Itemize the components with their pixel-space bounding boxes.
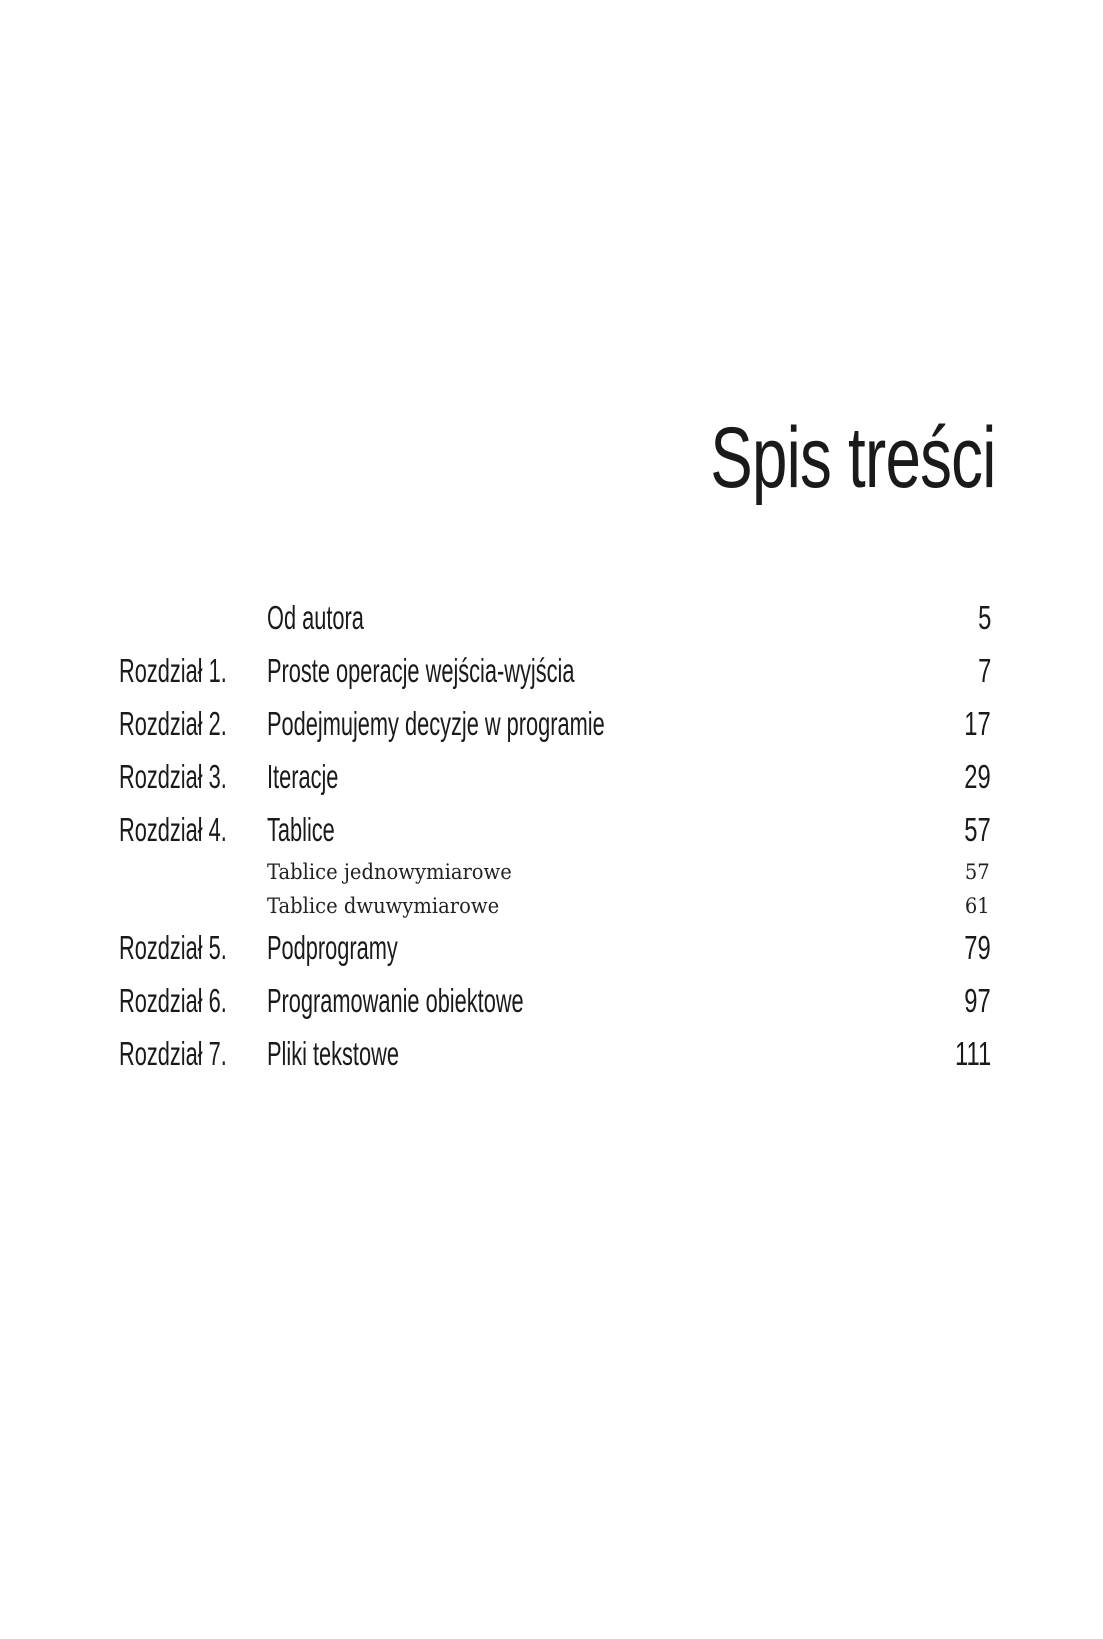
toc-chapter-label: Rozdział 4. (119, 811, 227, 848)
toc-entry-chapter-2[interactable] (0, 702, 1103, 746)
toc-entry-title: Podprogramy (267, 929, 398, 966)
toc-entry-page: 5 (977, 599, 991, 636)
toc-entry-chapter-4[interactable] (0, 808, 1103, 852)
toc-entry-page: 97 (964, 982, 991, 1019)
toc-entry-page: 29 (964, 758, 991, 795)
toc-chapter-label: Rozdział 2. (119, 705, 227, 742)
toc-section-page: 57 (965, 860, 990, 884)
toc-entry-title: Podejmujemy decyzje w programie (267, 705, 605, 742)
page-title: Spis treści (710, 410, 996, 506)
toc-entry-title: Pliki tekstowe (267, 1035, 399, 1072)
toc-chapter-label: Rozdział 6. (119, 982, 227, 1019)
toc-entry-title: Programowanie obiektowe (267, 982, 524, 1019)
toc-chapter-label: Rozdział 1. (119, 652, 227, 689)
toc-entry-chapter-3[interactable] (0, 755, 1103, 799)
toc-section-4-2[interactable] (0, 891, 1103, 921)
toc-section-title: Tablice dwuwymiarowe (267, 894, 500, 918)
toc-entry-page: 7 (977, 652, 991, 689)
toc-entry-chapter-5[interactable] (0, 926, 1103, 970)
toc-chapter-label: Rozdział 7. (119, 1035, 227, 1072)
toc-entry-title: Iteracje (267, 758, 339, 795)
toc-chapter-label: Rozdział 5. (119, 929, 227, 966)
toc-entry-title: Od autora (267, 599, 364, 636)
toc-entry-chapter-1[interactable] (0, 649, 1103, 693)
toc-entry-page: 111 (954, 1035, 991, 1072)
toc-entry-chapter-6[interactable] (0, 979, 1103, 1023)
toc-entry-page: 79 (964, 929, 991, 966)
toc-section-page: 61 (965, 894, 990, 918)
toc-entry-page: 57 (964, 811, 991, 848)
toc-section-title: Tablice jednowymiarowe (267, 860, 512, 884)
toc-entry-title: Tablice (267, 811, 335, 848)
toc-entry-intro[interactable] (0, 596, 1103, 640)
toc-section-4-1[interactable] (0, 857, 1103, 887)
toc-entry-title: Proste operacje wejścia-wyjścia (267, 652, 575, 689)
toc-entry-page: 17 (964, 705, 991, 742)
toc-chapter-label: Rozdział 3. (119, 758, 227, 795)
toc-entry-chapter-7[interactable] (0, 1032, 1103, 1076)
